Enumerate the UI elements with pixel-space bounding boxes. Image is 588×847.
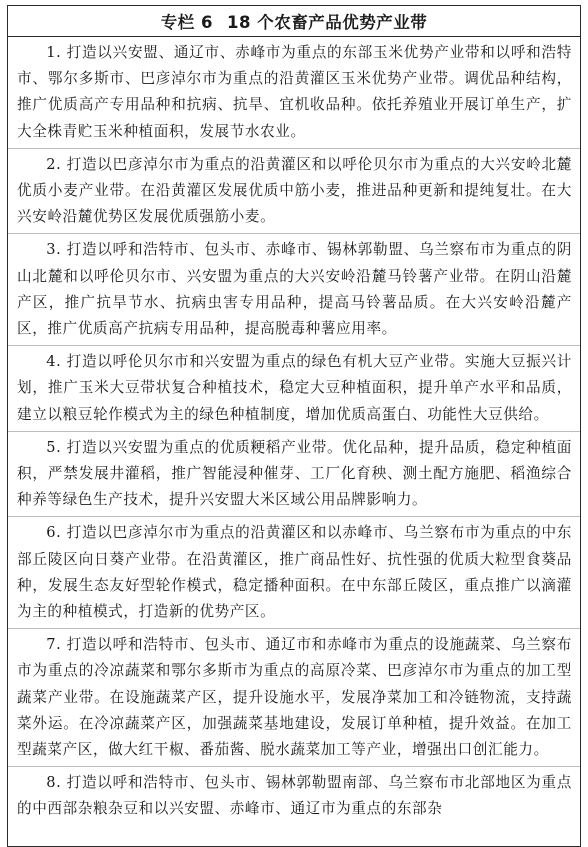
box-title: 18 个农畜产品优势产业带	[227, 13, 428, 32]
list-item: 6. 打造以巴彦淖尔市为重点的沿黄灌区和以赤峰市、乌兰察布市为重点的中东部丘陵区向日葵产业带。在沿黄灌区，推广商品性好、抗性强的优质大粒型食葵品种，发展生态友好型轮作模式，稳定播种面积。在中东部丘陵区，重点推广以滴灌为主的种植模式，打造新的优势产区。	[8, 517, 580, 629]
sidebar-box	[7, 5, 581, 847]
list-item: 8. 打造以呼和浩特市、包头市、锡林郭勒盟南部、乌兰察布市北部地区为重点的中西部杂粮杂豆和以兴安盟、赤峰市、通辽市为重点的东部杂	[17, 774, 572, 818]
box-header	[8, 6, 580, 37]
list-item: 2. 打造以巴彦淖尔市为重点的沿黄灌区和以呼伦贝尔市为重点的大兴安岭北麓优质小麦产业带。在沿黄灌区发展优质中筋小麦，推进品种更新和提纯复壮。在大兴安岭沿麓优势区发展优质强筋小麦。	[8, 149, 580, 235]
list-item: 7. 打造以呼和浩特市、包头市、通辽市和赤峰市为重点的设施蔬菜、乌兰察布市为重点的冷凉蔬菜和鄂尔多斯市为重点的高原冷菜、巴彦淖尔市为重点的加工型蔬菜产业带。在设施蔬菜产区，提升设施水平，发展净菜加工和冷链物流，支持蔬菜外运。在冷凉蔬菜产区，加强蔬菜基地建设，发展订单种植，提升效益。在加工型蔬菜产区，做大红干椒、番茄酱、脱水蔬菜加工等产业，增强出口创汇能力。	[8, 629, 580, 767]
box-label: 专栏 6	[160, 13, 213, 32]
list-item: 3. 打造以呼和浩特市、包头市、赤峰市、锡林郭勒盟、乌兰察布市为重点的阴山北麓和以呼伦贝尔市、兴安盟为重点的大兴安岭沿麓马铃薯产业带。在阴山沿麓产区，推广抗旱节水、抗病虫害专用品种，提高马铃薯品质。在大兴安岭沿麓产区，推广优质高产抗病专用品种，提高脱毒种薯应用率。	[8, 234, 580, 346]
list-item: 5. 打造以兴安盟为重点的优质粳稻产业带。优化品种，提升品质，稳定种植面积，严禁发展井灌稻，推广智能浸种催芽、工厂化育秧、测土配方施肥、稻渔综合种养等绿色生产技术，提升兴安盟大米区域公用品牌影响力。	[8, 432, 580, 518]
list-item: 4. 打造以呼伦贝尔市和兴安盟为重点的绿色有机大豆产业带。实施大豆振兴计划，推广玉米大豆带状复合种植技术，稳定大豆种植面积，提升单产水平和品质，建立以粮豆轮作模式为主的绿色种植制度，增加优质高蛋白、功能性大豆供给。	[8, 346, 580, 432]
list-item: 1. 打造以兴安盟、通辽市、赤峰市为重点的东部玉米优势产业带和以呼和浩特市、鄂尔多斯市、巴彦淖尔市为重点的沿黄灌区玉米优势产业带。调优品种结构，推广优质高产专用品种和抗病、抗旱、宜机收品种。依托养殖业开展订单生产，扩大全株青贮玉米种植面积，发展节水农业。	[8, 37, 580, 149]
